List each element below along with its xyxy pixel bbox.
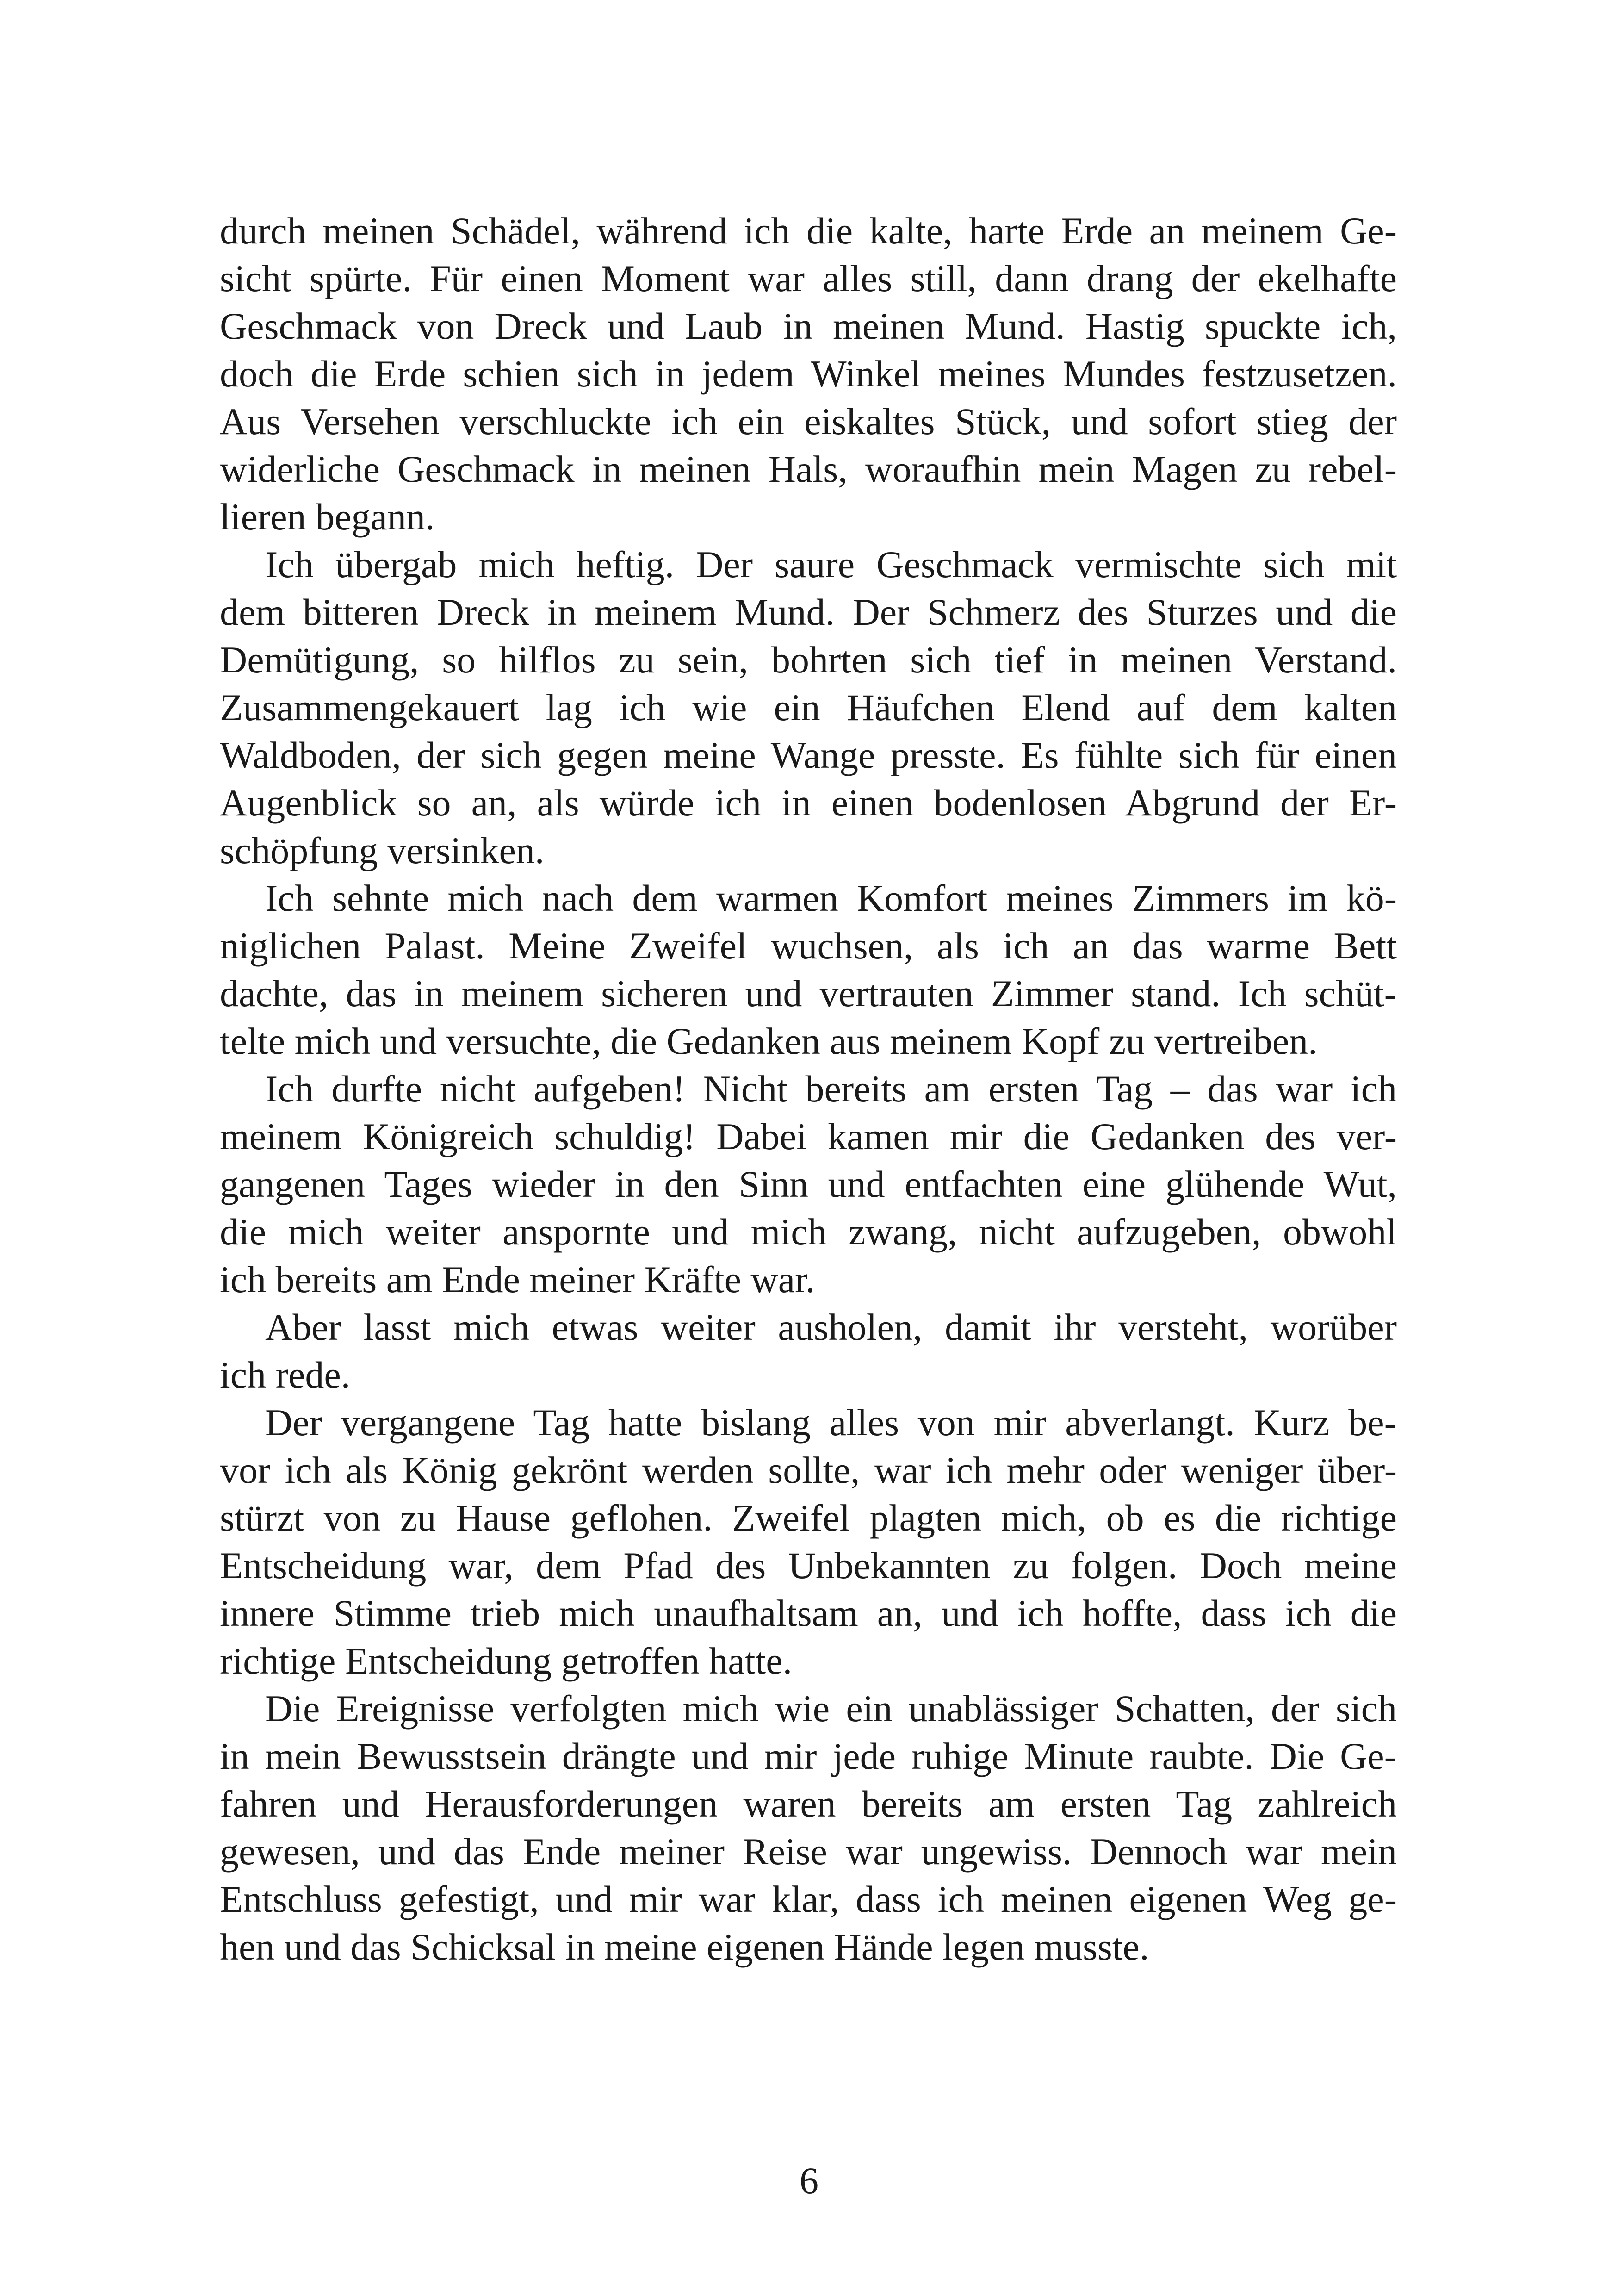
paragraph xyxy=(220,1065,1397,1303)
text-line: Ich durfte nicht aufgeben! Nicht bereits am ersten Tag – das war ich xyxy=(265,1068,1397,1110)
text-line: Zusammengekauert lag ich wie ein Häufchen Elend auf dem kalten xyxy=(220,686,1397,728)
text-line: ich bereits am Ende meiner Kräfte war. xyxy=(220,1258,815,1300)
text-line: vor ich als König gekrönt werden sollte, war ich mehr oder weniger über- xyxy=(220,1449,1397,1491)
text-line: schöpfung versinken. xyxy=(220,829,545,871)
paragraph xyxy=(220,1399,1397,1685)
text-line: Augenblick so an, als würde ich in einen bodenlosen Abgrund der Er- xyxy=(220,782,1397,824)
text-line: Waldboden, der sich gegen meine Wange presste. Es fühlte sich für einen xyxy=(220,734,1397,776)
text-line: durch meinen Schädel, während ich die kalte, harte Erde an meinem Ge- xyxy=(220,210,1397,252)
text-line: fahren und Herausforderungen waren bereits am ersten Tag zahlreich xyxy=(220,1783,1397,1825)
text-line: gewesen, und das Ende meiner Reise war ungewiss. Dennoch war mein xyxy=(220,1830,1397,1873)
page-number: 6 xyxy=(800,2159,818,2202)
text-line: Aber lasst mich etwas weiter ausholen, damit ihr versteht, worüber xyxy=(265,1306,1397,1348)
text-line: dachte, das in meinem sicheren und vertrauten Zimmer stand. Ich schüt- xyxy=(220,972,1397,1014)
text-line: Die Ereignisse verfolgten mich wie ein unablässiger Schatten, der sich xyxy=(265,1687,1397,1730)
text-line: Geschmack von Dreck und Laub in meinen Mund. Hastig spuckte ich, xyxy=(220,305,1397,347)
text-line: gangenen Tages wieder in den Sinn und entfachten eine glühende Wut, xyxy=(220,1163,1397,1205)
text-line: lieren begann. xyxy=(220,496,435,538)
text-line: niglichen Palast. Meine Zweifel wuchsen, als ich an das warme Bett xyxy=(220,925,1397,967)
text-line: sicht spürte. Für einen Moment war alles still, dann drang der ekelhafte xyxy=(220,257,1397,299)
text-line: dem bitteren Dreck in meinem Mund. Der Schmerz des Sturzes und die xyxy=(220,591,1397,633)
text-line: stürzt von zu Hause geflohen. Zweifel plagten mich, ob es die richtige xyxy=(220,1497,1397,1539)
text-line: die mich weiter anspornte und mich zwang, nicht aufzugeben, obwohl xyxy=(220,1211,1397,1253)
text-line: Demütigung, so hilflos zu sein, bohrten sich tief in meinen Verstand. xyxy=(220,639,1397,681)
text-line: Aus Versehen verschluckte ich ein eiskaltes Stück, und sofort stieg der xyxy=(220,400,1397,442)
body-text xyxy=(220,207,1397,1971)
text-line: Ich übergab mich heftig. Der saure Geschmack vermischte sich mit xyxy=(265,543,1397,585)
text-line: hen und das Schicksal in meine eigenen Hände legen musste. xyxy=(220,1926,1149,1968)
text-line: Ich sehnte mich nach dem warmen Komfort meines Zimmers im kö- xyxy=(265,877,1397,919)
paragraph xyxy=(220,1303,1397,1399)
text-line: innere Stimme trieb mich unaufhaltsam an, und ich hoffte, dass ich die xyxy=(220,1592,1397,1634)
text-line: richtige Entscheidung getroffen hatte. xyxy=(220,1640,793,1682)
text-line: meinem Königreich schuldig! Dabei kamen mir die Gedanken des ver- xyxy=(220,1115,1397,1157)
text-line: ich rede. xyxy=(220,1354,351,1396)
text-line: in mein Bewusstsein drängte und mir jede ruhige Minute raubte. Die Ge- xyxy=(220,1735,1397,1777)
text-line: Der vergangene Tag hatte bislang alles von mir abverlangt. Kurz be- xyxy=(265,1401,1397,1444)
text-line: Entscheidung war, dem Pfad des Unbekannten zu folgen. Doch meine xyxy=(220,1544,1397,1587)
paragraph xyxy=(220,1685,1397,1971)
text-line: doch die Erde schien sich in jedem Winkel meines Mundes festzusetzen. xyxy=(220,353,1397,395)
paragraph xyxy=(220,874,1397,1065)
text-line: Entschluss gefestigt, und mir war klar, dass ich meinen eigenen Weg ge- xyxy=(220,1878,1397,1920)
paragraph xyxy=(220,541,1397,874)
paragraph xyxy=(220,207,1397,541)
text-line: telte mich und versuchte, die Gedanken aus meinem Kopf zu vertreiben. xyxy=(220,1020,1318,1062)
text-line: widerliche Geschmack in meinen Hals, woraufhin mein Magen zu rebel- xyxy=(220,448,1397,490)
